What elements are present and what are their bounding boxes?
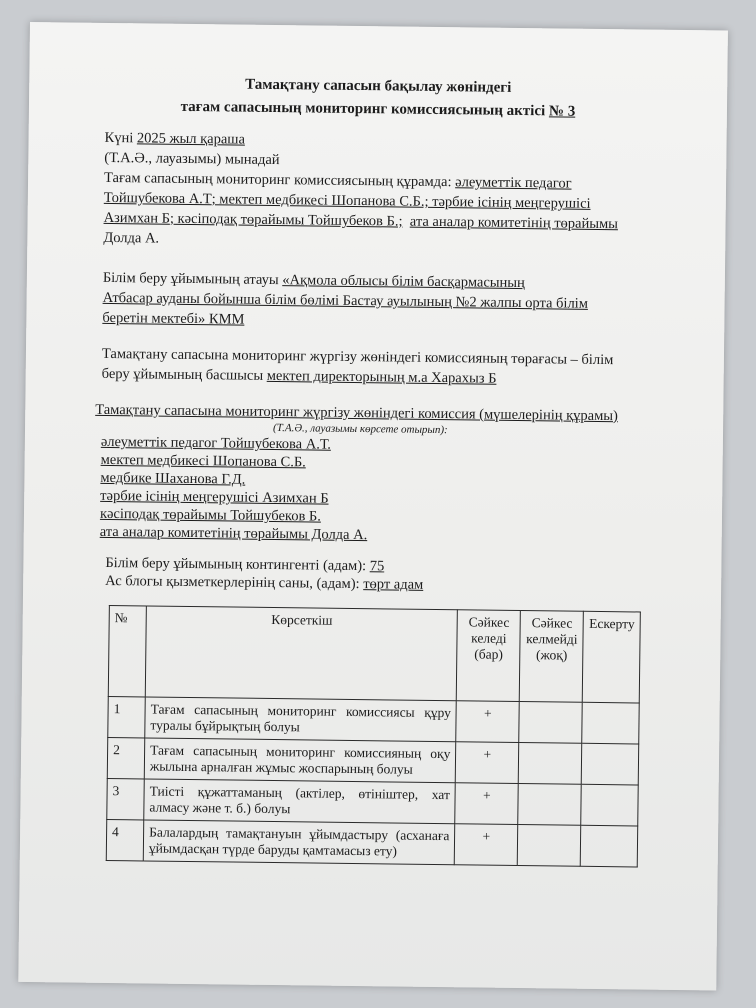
row-not-complies-mark [519,743,583,785]
header-num: № [108,606,146,697]
document-title-line2 [29,97,727,123]
staff-line [105,573,423,594]
row-num: 4 [106,819,144,860]
composition-intro: Тағам сапасының мониторинг комиссиясының құрамда: [104,169,456,191]
date-line [104,130,245,149]
header-complies: Сәйкес келеді (бар) [457,610,521,702]
composition-member: ата аналар комитетінің төрайымы [409,213,619,233]
table-row [106,819,637,866]
document-sheet [18,22,728,990]
composition-line2 [104,190,591,213]
act-number: № 3 [548,103,576,120]
header-not-complies: Сәйкес келмейді (жоқ) [520,611,584,703]
row-not-complies-mark [519,702,583,744]
staff-label: Ас блогы қызметкерлерінің саны, (адам): [105,572,364,593]
staff-value: төрт адам [363,576,424,593]
date-value: 2025 жыл қараша [136,130,246,148]
row-complies-mark: + [456,742,520,784]
chair-line1: Тамақтану сапасына мониторинг жүргізу жөніндегі комиссияның төрағасы – білім [101,345,614,369]
row-complies-mark: + [456,701,520,743]
members-note: (Т.А.Ә., лауазымы көрсете отырып): [272,422,448,437]
member-item: ата аналар комитетінің төрайымы Долда А. [99,523,368,544]
row-complies-mark: + [455,783,519,825]
row-indicator: Тиісті құжаттаманың (актілер, өтініштер, хат алмасу және т. б.) болуы [144,779,456,824]
monitoring-table [106,605,641,867]
composition-member: әлеуметтік педагог [455,174,572,192]
table-row [107,738,638,785]
composition-line1 [104,170,572,193]
row-num: 1 [108,697,146,738]
row-num: 3 [107,779,145,820]
contingent-value: 75 [369,558,385,575]
contingent-label: Білім беру ұйымының контингенті (адам): [105,554,370,575]
row-note [582,702,639,744]
member-item: кәсіподақ төрайымы Тойшубеков Б. [99,505,322,525]
row-num: 2 [107,738,145,779]
chair-label: беру ұйымының басшысы [101,365,267,384]
composition-member: ; кәсіподақ төрайымы Тойшубеков Б.; [169,210,403,230]
document-title-line1: Тамақтану сапасын бақылау жөніндегі [245,76,512,96]
header-note: Ескерту [583,611,641,703]
row-not-complies-mark [518,825,582,867]
table-row [107,779,638,826]
contingent-line [105,555,384,575]
date-label: Күні [104,129,138,147]
chair-line2 [102,366,497,388]
person-note: (Т.А.Ә., лауазымы) мынадай [104,149,280,169]
row-not-complies-mark [518,784,582,826]
members-heading: Тамақтану сапасына мониторинг жүргізу жөніндегі комиссия (мүшелерінің құрамы) [95,401,619,425]
composition-member: Тойшубекова А.Т [103,189,212,208]
org-name: «Ақмола облысы білім басқармасының [282,272,525,292]
org-line1 [103,270,525,292]
member-item: тәрбие ісінің меңгерушісі Азимхан Б [100,487,329,507]
document-title-text: тағам сапасының мониторинг комиссиясының актісі [180,98,550,120]
org-line2: Атбасар ауданы бойынша білім бөлімі Бастау ауылының №2 жалпы орта білім [102,289,589,312]
org-label: Білім беру ұйымының атауы [102,269,283,289]
chair-name: мектеп директорының м.а Харахыз Б [266,367,497,387]
row-indicator: Тағам сапасының мониторинг комиссияның оқу жылына арналған жұмыс жоспарының болуы [144,738,456,783]
row-note [581,825,638,867]
member-item: мектеп медбикесі Шопанова С.Б. [100,451,306,471]
composition-member: Азимхан Б [103,209,171,227]
composition-member: ; мектеп медбикесі Шопанова С.Б.; тәрбие ісінің меңгерушісі [211,191,591,212]
table-header-row [108,606,640,703]
row-indicator: Тағам сапасының мониторинг комиссиясы құру туралы бұйрықтың болуы [145,697,457,742]
row-note [582,743,639,785]
table-row [108,697,639,744]
member-item: медбике Шаханова Г.Д. [100,469,246,488]
composition-line3 [104,210,619,233]
org-line3: беретін мектебі» КММ [102,309,245,328]
composition-line4: Долда А. [103,229,160,247]
row-indicator: Балалардың тамақтануын ұйымдастыру (асханаға ұйымдасқан түрде баруды қамтамасыз ету) [143,820,455,865]
member-item: әлеуметтік педагог Тойшубекова А.Т. [100,433,332,453]
row-note [581,784,638,826]
row-complies-mark: + [455,824,519,866]
header-indicator: Көрсеткіш [145,606,457,701]
